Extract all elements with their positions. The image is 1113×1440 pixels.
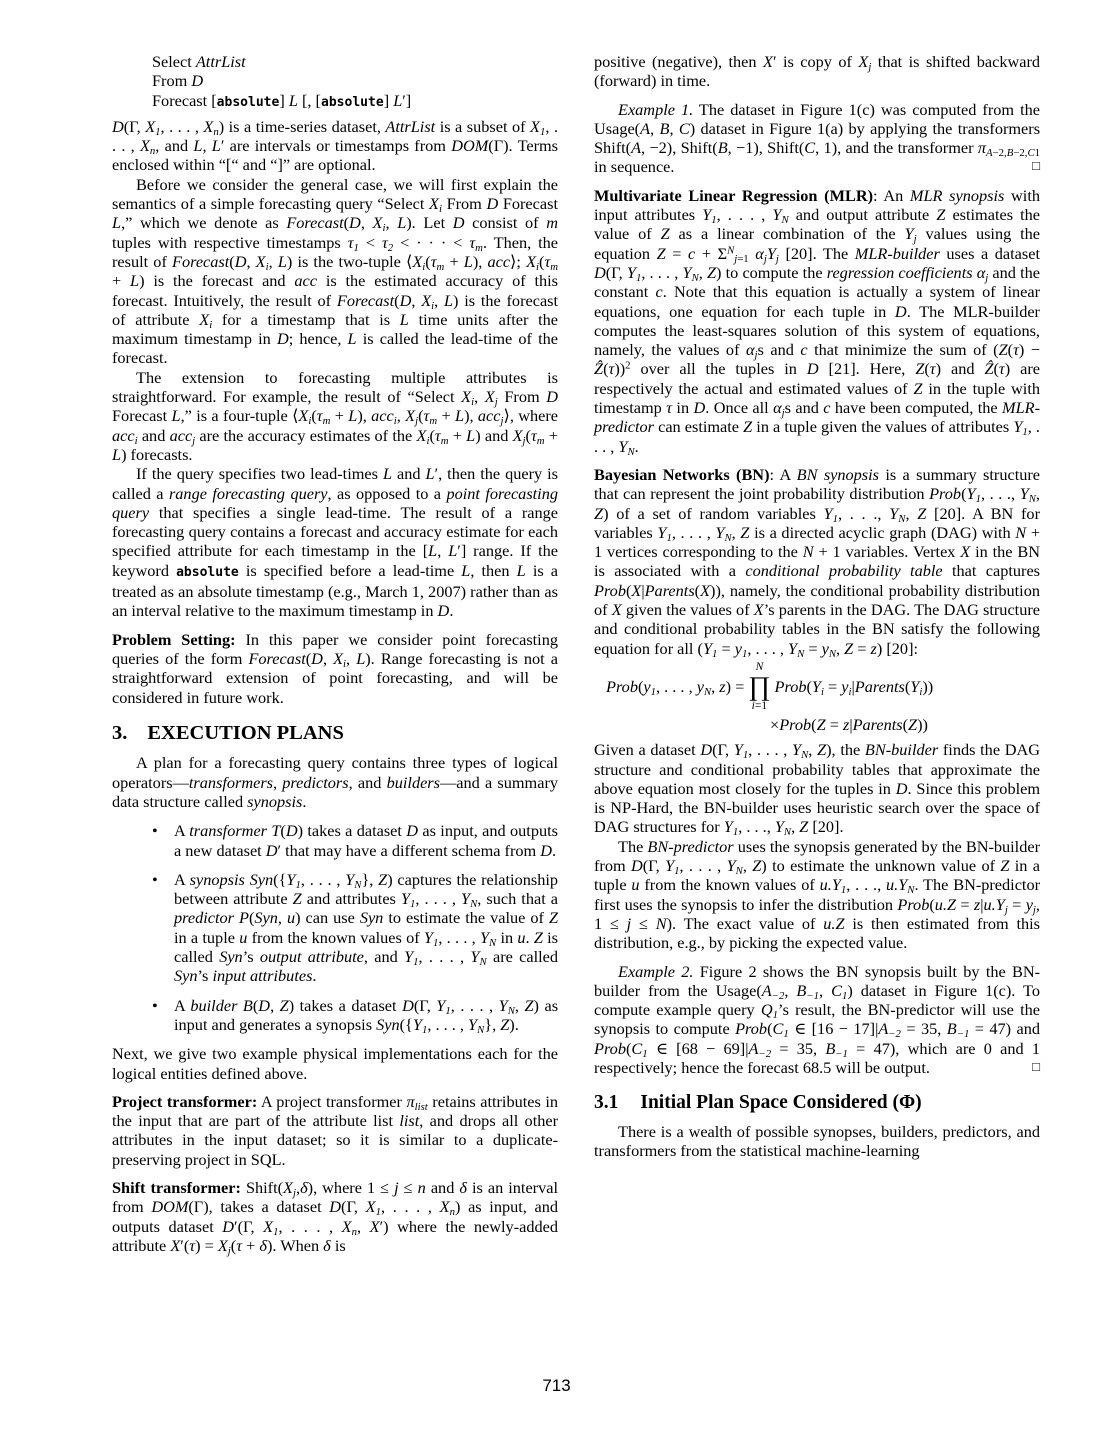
paragraph-bn-predictor: The BN-predictor uses the synopsis generated by the BN-builder from D(Γ, $Y_1$, . . . , $Y_N$, Z) to estimate the unknown value of Z in a tuple u from the known values of $u.Y_1$, . . ., $u.Y_N$. The BN-predictor first uses the synopsis to infer the distribution Prob(u.Z = $z|u.Y_j = y_j$, 1 ≤ j ≤ N). The exact value of u.Z is then estimated from this distribution, e.g., by picking the expected value. — [594, 836, 1041, 953]
product-operator — [748, 661, 770, 713]
example-2-text: Example 2. Figure 2 shows the BN synopsis built by the BN-builder from the $Usage(A_{-2}$, $B_{-1}$, $C_1$) dataset in Figure 1(c). To compute example query $Q_1’s$ result, the BN-predictor will use the synopsis to compute $Prob(C_1$ ∈ $[16 - 17]|A_{-2} = 35$, $B_{-1} = 47$) and $Prob(C_1$ ∈ $[68 - 69]|A_{-2} = 35$, $B_{-1} = 47$), which are 0 and 1 respectively; hence the forecast 68.5 will be output. — [594, 961, 1041, 1078]
paragraph-range-forecasting: If the query specifies two lead-times L and L′, then the query is called a range forecasting query, as opposed to a point forecasting query that specifies a single lead-time. The result of a range forecasting query contains a forecast and accuracy estimate for each specified attribute for each timestamp in the [L, L′] range. If the keyword absolute is specified before a lead-time L, then L is a treated as an absolute timestamp (e.g., March 1, 2007) rather than as an interval relative to the maximum timestamp in D. — [112, 464, 559, 621]
paragraph-physical-implementations: Next, we give two example physical implementations each for the logical entities defined above. — [112, 1044, 558, 1083]
forecast-query-syntax-block — [152, 52, 558, 112]
paragraph-plan-space: There is a wealth of possible synopses, builders, predictors, and transformers from the statistical machine-learning — [594, 1121, 1040, 1161]
paragraph-simple-query-semantics: Before we consider the general case, we will first explain the semantics of a simple forecasting query “Select $X_i$ From D Forecast L,” which we denote as Forecast(D, $X_i$, L). Let D consist of m tuples with respective timestamps $\tau_1 < \tau_2$ < · · · < $\tau_m$. Then, the result of Forecast(D, $X_i$, L) is the two-tuple $⟨X_i(\tau_m + L)$, acc⟩; $X_i(\tau_m + L)$ is the forecast and acc is the estimated accuracy of this forecast. Intuitively, the result of Forecast(D, $X_i$, L) is the forecast of attribute $X_i$ for a timestamp that is L time units after the maximum timestamp in D; hence, L is called the lead-time of the forecast. — [112, 174, 559, 368]
paragraph-example-1 — [594, 100, 1040, 177]
list-item-builder: • A builder B(D, Z) takes a dataset D(Γ, $Y_1$, . . . , $Y_N$, Z) as input and generates a synopsis $Syn(\{Y_1$, . . . , $Y_N$}, Z). — [174, 996, 558, 1035]
list-item-synopsis: • A synopsis $Syn(\{Y_1$, . . . , $Y_N$}, Z) captures the relationship between attribute Z and attributes $Y_1$, . . . , $Y_N$, such that a predictor P(Syn, u) can use Syn to estimate the value of Z in a tuple u from the known values of $Y_1$, . . . , $Y_N$ in u. Z is called Syn’s output attribute, and $Y_1$, . . . , $Y_N$ are called Syn’s input attributes. — [174, 870, 558, 986]
paragraph-bayesian-networks: Bayesian Networks (BN): A BN synopsis is a summary structure that can represent the joint probability distribution $Prob(Y_1$, . . ., $Y_N$, Z) of a set of random variables $Y_1$, . . ., $Y_N$, Z [20]. A BN for variables $Y_1$, . . . , $Y_N$, Z is a directed acyclic graph (DAG) with N + 1 vertices corresponding to the N + 1 variables. Vertex X in the BN is associated with a conditional probability table that captures Prob(X|Parents(X)), namely, the conditional probability distribution of X given the values of X’s parents in the DAG. The DAG structure and conditional probability tables in the BN satisfy the following equation for all ($Y_1 = y_1$, . . . , $Y_N = y_N$, Z = z) [20]: — [594, 464, 1041, 660]
list-item-transformer: • A transformer T(D) takes a dataset D as input, and outputs a new dataset D′ that may have a different schema from D. — [174, 821, 558, 860]
end-of-example-box: □ — [1032, 158, 1040, 174]
paragraph-example-2 — [594, 962, 1040, 1078]
section-3-1-heading — [594, 1092, 1040, 1114]
example-1-text: Example 1. The dataset in Figure 1(c) was computed from the Usage(A, B, C) dataset in Figure 1(a) by applying the transformers Shift(A, −2), Shift(B, −1), Shift(C, 1), and the transformer $\pi_{A-2,B-2,C1}$ in sequence. — [594, 99, 1041, 177]
left-column — [112, 52, 558, 1255]
paragraph-problem-setting: Problem Setting: In this paper we consider point forecasting queries of the form Forecast(D, $X_i$, L). Range forecasting is not a straightforward extension of point forecasting, and will be considered in future work. — [112, 629, 558, 707]
subsection-title: Initial Plan Space Considered (Φ) — [640, 1092, 922, 1114]
right-column — [594, 52, 1040, 1255]
paragraph-mlr: Multivariate Linear Regression (MLR): An MLR synopsis with input attributes $Y_1$, . . . , $Y_N$ and output attribute Z estimates the value of Z as a linear combination of the $Y_j$ values using the equation $Z = c + \Sigma^N_{j=1}$ $\alpha_jY_j$ [20]. The MLR-builder uses a dataset D(Γ, $Y_1$, . . . , $Y_N$, Z) to compute the regression coefficients $\alpha_j$ and the constant c. Note that this equation is actually a system of linear equations, one equation for each tuple in D. The MLR-builder computes the least-squares solution of this system of equations, namely, the values of $\alpha_js$ and c that minimize the sum of (Z(τ) − Ẑ(τ))$^2$ over all the tuples in D [21]. Here, Z(τ) and Ẑ(τ) are respectively the actual and estimated values of Z in the tuple with timestamp τ in D. Once all $\alpha_js$ and c have been computed, the MLR-predictor can estimate Z in a tuple given the values of attributes $Y_1$, . . . , $Y_N$. — [594, 185, 1041, 458]
end-of-example-box: □ — [1032, 1059, 1040, 1075]
syntax-select-line: Select AttrList — [152, 52, 246, 71]
product-symbol: ∏ — [748, 671, 771, 702]
equation-line-1 — [606, 661, 1040, 713]
product-lower-limit: i=1 — [751, 699, 768, 712]
paragraph-shift-transformer: Shift transformer: $Shift(X_j,\delta)$, where 1 ≤ j ≤ n and δ is an interval from DOM(Γ), takes a dataset D(Γ, $X_1$, . . . , $X_n$) as input, and outputs dataset D′(Γ, $X_1$, . . . , $X_n$, X′) where the newly-added attribute $X'(\tau) = X_j(\tau + \delta)$. When δ is — [112, 1178, 559, 1257]
page-number: 713 — [542, 1376, 571, 1395]
equation-line-2: ×Prob(Z = z|Parents(Z)) — [770, 714, 928, 734]
paragraph-multiple-attributes: The extension to forecasting multiple attributes is straightforward. For example, the result of “Select $X_i$, $X_j$ From D Forecast L,” is a four-tuple $⟨X_i(\tau_m + L)$, acc$_i$, $X_j(\tau_m + L)$, acc$_j$⟩, where acc$_i$ and acc$_j$ are the accuracy estimates of the $X_i(\tau_m + L)$ and $X_j(\tau_m + L)$ forecasts. — [112, 367, 559, 464]
equation-lhs: $Prob(y_1$, . . . , $y_N$, z) = — [606, 677, 745, 699]
logical-operators-list — [112, 821, 558, 1034]
section-number: 3. — [112, 721, 128, 744]
paragraph-bn-builder: Given a dataset D(Γ, $Y_1$, . . . , $Y_N$, Z), the BN-builder finds the DAG structure and conditional probability tables that approximate the above equation most closely for the tuples in D. Since this problem is NP-Hard, the BN-builder uses heuristic search over the space of DAG structures for $Y_1$, . . ., $Y_N$, Z [20]. — [594, 740, 1041, 839]
two-column-body — [112, 52, 1040, 1255]
product-upper-limit: N — [755, 660, 764, 673]
section-title: EXECUTION PLANS — [147, 721, 344, 744]
bn-joint-probability-equation — [594, 661, 1040, 734]
paragraph-dataset-definition: D(Γ, $X_1$, . . . , $X_n$) is a time-series dataset, AttrList is a subset of $X_1$, . . . , $X_n$, and L, L′ are intervals or timestamps from DOM(Γ). Terms enclosed within “[“ and “]” are optional. — [112, 116, 559, 175]
subsection-number: 3.1 — [594, 1092, 619, 1114]
paragraph-plan-overview: A plan for a forecasting query contains three types of logical operators—transformers, predictors, and builders—and a summary data structure called synopsis. — [112, 753, 559, 811]
syntax-from-line: From D — [152, 71, 204, 91]
paragraph-shift-continued: positive (negative), then X′ is copy of $X_j$ that is shifted backward (forward) in time. — [594, 52, 1041, 91]
equation-rhs: $Prob(Y_i$ = $y_i|Parents(Y_i)$) — [774, 677, 934, 699]
paragraph-project-transformer: Project transformer: A project transformer $\pi_{list}$ retains attributes in the input that are part of the attribute list list, and drops all other attributes in the input dataset; so it is similar to a duplicate-preserving project in SQL. — [112, 1091, 559, 1169]
section-3-heading — [112, 722, 558, 746]
syntax-forecast-line: Forecast [absolute] L [, [absolute] L′] — [152, 90, 412, 110]
